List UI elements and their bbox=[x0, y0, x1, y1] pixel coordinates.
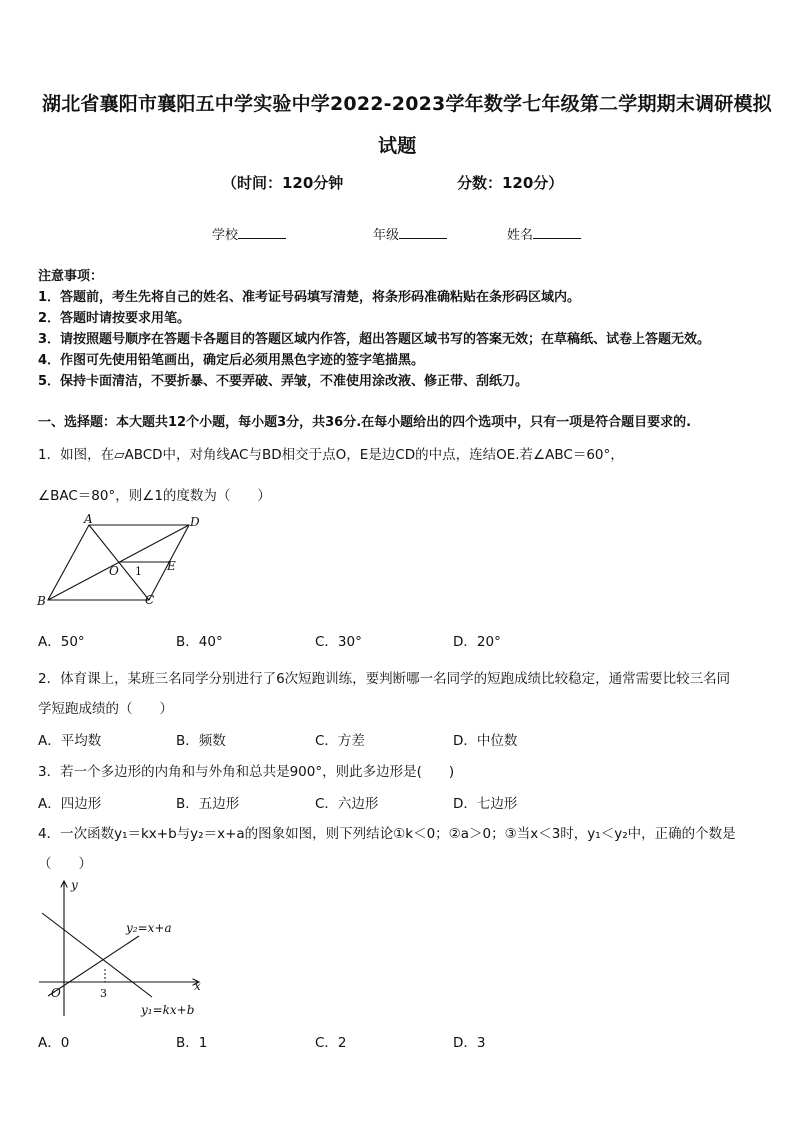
question-4-stem: 4．一次函数y₁＝kx+b与y₂＝x+a的图象如图，则下列结论①k＜0；②a＞0；③当x＜3时，y₁＜y₂中，正确的个数是 bbox=[38, 826, 736, 842]
label-origin: O bbox=[51, 986, 61, 1000]
label-o: O bbox=[109, 564, 119, 578]
question-4-figure bbox=[34, 876, 214, 1022]
q4-option-b[interactable]: B．1 bbox=[176, 1035, 208, 1051]
grade-field bbox=[373, 224, 447, 243]
q3-option-a[interactable]: A．四边形 bbox=[38, 796, 102, 812]
page-title-line2: 试题 bbox=[378, 135, 417, 157]
school-field bbox=[212, 224, 286, 243]
note-item: 5．保持卡面清洁，不要折暴、不要弄破、弄皱，不准使用涂改液、修正带、刮纸刀。 bbox=[38, 374, 529, 389]
q1-option-d[interactable]: D．20° bbox=[453, 634, 501, 650]
score-label: 分数：120分） bbox=[457, 174, 564, 192]
grade-blank bbox=[399, 226, 447, 239]
question-2-stem: 2．体育课上，某班三名同学分别进行了6次短跑训练，要判断哪一名同学的短跑成绩比较稳定，通常需要比较三名同 bbox=[38, 671, 731, 687]
q1-option-b[interactable]: B．40° bbox=[176, 634, 223, 650]
question-4-stem-2: （ ） bbox=[38, 856, 92, 872]
note-item: 1．答题前，考生先将自己的姓名、准考证号码填写清楚，将条形码准确粘贴在条形码区域内。 bbox=[38, 290, 581, 305]
q4-option-c[interactable]: C．2 bbox=[315, 1035, 347, 1051]
label-y-axis: y bbox=[71, 878, 78, 892]
school-label: 学校 bbox=[212, 228, 239, 243]
q2-option-d[interactable]: D．中位数 bbox=[453, 733, 518, 749]
page-title: 湖北省襄阳市襄阳五中学实验中学2022-2023学年数学七年级第二学期期末调研模拟 bbox=[42, 93, 772, 115]
label-angle-1: 1 bbox=[135, 565, 142, 578]
question-2-stem-2: 学短跑成绩的（ ） bbox=[38, 701, 173, 717]
label-d: D bbox=[190, 515, 200, 529]
label-line-y2: y₂=x+a bbox=[126, 921, 172, 935]
name-label: 姓名 bbox=[507, 228, 534, 243]
note-item: 2．答题时请按要求用笔。 bbox=[38, 311, 191, 326]
label-a: A bbox=[84, 514, 93, 526]
q2-option-a[interactable]: A．平均数 bbox=[38, 733, 102, 749]
q1-option-c[interactable]: C．30° bbox=[315, 634, 362, 650]
school-blank bbox=[238, 226, 286, 239]
q3-option-d[interactable]: D．七边形 bbox=[453, 796, 518, 812]
q4-option-d[interactable]: D．3 bbox=[453, 1035, 486, 1051]
question-1-stem: 1．如图，在▱ABCD中，对角线AC与BD相交于点O，E是边CD的中点，连结OE.若∠ABC＝60°， bbox=[38, 447, 624, 463]
label-line-y1: y₁=kx+b bbox=[141, 1003, 195, 1017]
label-x-three: 3 bbox=[100, 987, 107, 1000]
question-1-stem-2: ∠BAC＝80°，则∠1的度数为（ ） bbox=[38, 488, 271, 504]
question-3-stem: 3．若一个多边形的内角和与外角和总共是900°，则此多边形是( ) bbox=[38, 764, 455, 780]
q2-option-c[interactable]: C．方差 bbox=[315, 733, 365, 749]
q2-option-b[interactable]: B．频数 bbox=[176, 733, 226, 749]
q1-option-a[interactable]: A．50° bbox=[38, 634, 85, 650]
grade-label: 年级 bbox=[373, 228, 400, 243]
question-1-figure bbox=[34, 514, 214, 610]
time-label: （时间：120分钟 bbox=[222, 174, 344, 192]
q3-option-c[interactable]: C．六边形 bbox=[315, 796, 379, 812]
label-x-axis: x bbox=[194, 979, 201, 993]
note-item: 3．请按照题号顺序在答题卡各题目的答题区域内作答，超出答题区域书写的答案无效；在草稿纸、试卷上答题无效。 bbox=[38, 332, 711, 347]
note-item: 4．作图可先使用铅笔画出，确定后必须用黑色字迹的签字笔描黑。 bbox=[38, 353, 425, 368]
section-heading: 一、选择题：本大题共12个小题，每小题3分，共36分.在每小题给出的四个选项中，只有一项是符合题目要求的. bbox=[38, 415, 692, 430]
name-blank bbox=[533, 226, 581, 239]
label-c: C bbox=[145, 593, 155, 607]
line-y2 bbox=[48, 936, 139, 996]
q3-option-b[interactable]: B．五边形 bbox=[176, 796, 240, 812]
name-field bbox=[507, 224, 581, 243]
q4-option-a[interactable]: A．0 bbox=[38, 1035, 70, 1051]
notes-heading: 注意事项： bbox=[38, 269, 104, 284]
label-e: E bbox=[167, 559, 176, 573]
label-b: B bbox=[37, 594, 46, 608]
